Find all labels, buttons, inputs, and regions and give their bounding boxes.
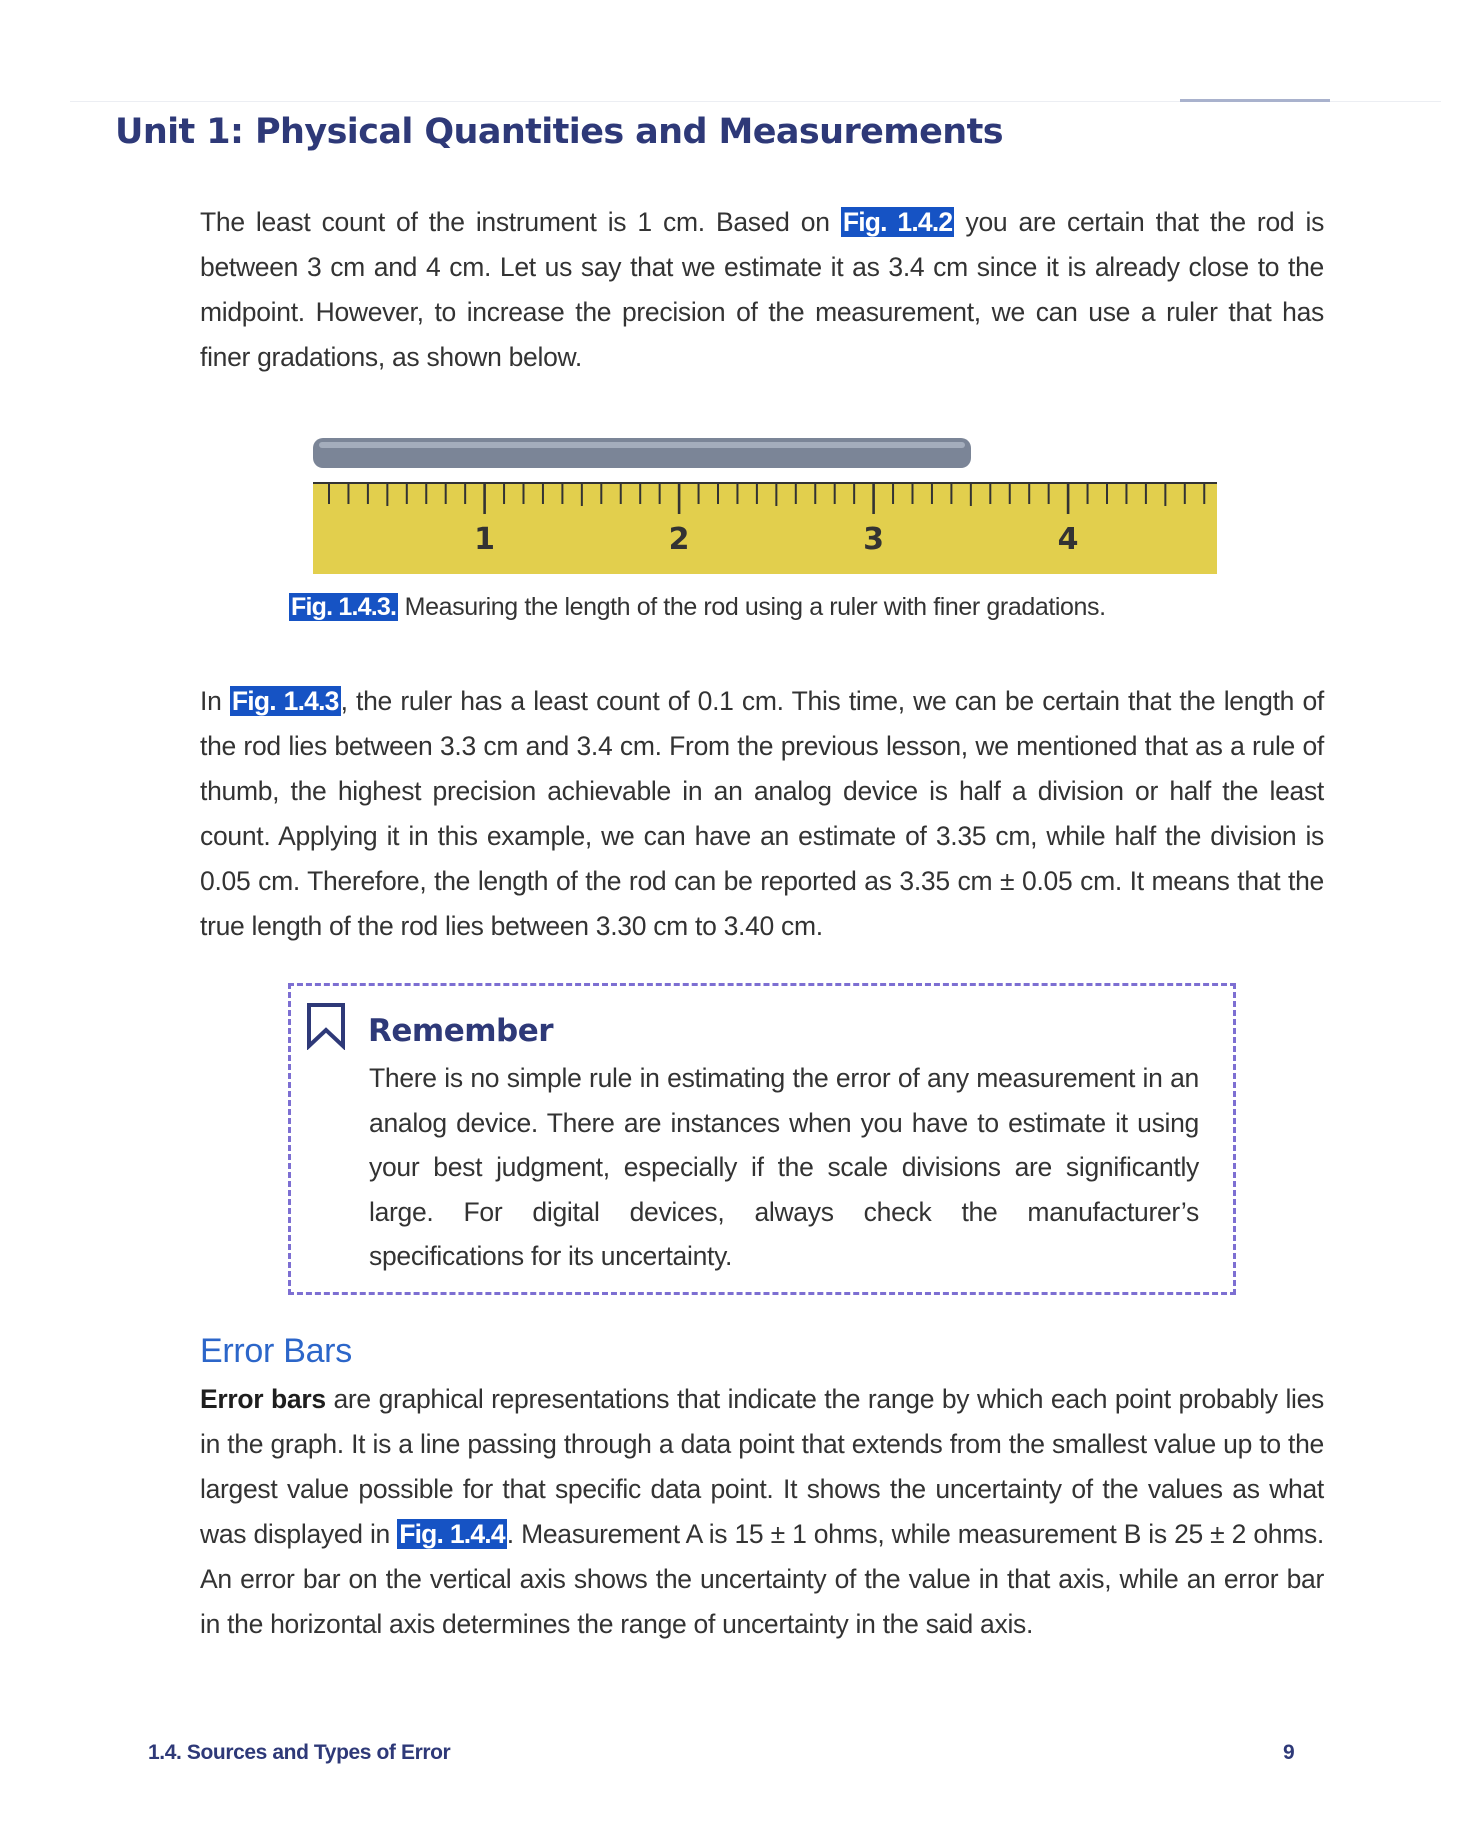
paragraph-least-count xyxy=(200,200,1324,380)
remember-title: Remember xyxy=(368,1013,554,1049)
paragraph-error-bars xyxy=(200,1377,1324,1647)
ruler-label: 1 xyxy=(474,522,496,557)
caption-text: Measuring the length of the rod using a ruler with finer gradations. xyxy=(398,593,1106,621)
caption-figure-label: Fig. 1.4.3. xyxy=(291,593,397,621)
term-error-bars: Error bars xyxy=(200,1384,326,1414)
ruler-body xyxy=(313,482,1217,574)
bookmark-icon xyxy=(305,1002,349,1050)
header-tab-mark xyxy=(1180,99,1330,102)
figure-caption xyxy=(289,593,1106,622)
ruler-label: 3 xyxy=(863,522,885,557)
section-heading-error-bars: Error Bars xyxy=(200,1332,352,1370)
paragraph-finer-ruler xyxy=(200,679,1324,949)
paragraph-text: are graphical representations that indicate the range by which each point probably lies in the graph. It is a line passing through a data point that extends from the smallest value up to the largest value possible for that specific data point. It shows the uncertainty of the values as what was displayed in xyxy=(200,1384,1325,1549)
remember-text: There is no simple rule in estimating the error of any measurement in an analog device. There are instances when you have to estimate it using your best judgment, especially if the scale divisions are significantly large. For digital devices, always check the manufacturer’s specifications for its uncertainty. xyxy=(369,1063,1199,1271)
footer-section-title: 1.4. Sources and Types of Error xyxy=(148,1741,451,1764)
paragraph-text: In xyxy=(200,686,230,716)
figure-reference-link[interactable]: Fig. 1.4.2 xyxy=(842,207,953,237)
ruler-figure xyxy=(313,438,1218,578)
ruler-label: 2 xyxy=(668,522,690,557)
paragraph-text: . Measurement A is 15 ± 1 ohms, while measurement B is 25 ± 2 ohms. An error bar on the vertical axis shows the uncertainty of the value in that axis, while an error bar in the horizontal axis determines the range of uncertainty in the said axis. xyxy=(200,1519,1324,1639)
figure-reference-link[interactable]: Fig. 1.4.4 xyxy=(399,1519,505,1549)
figure-reference-link[interactable]: Fig. 1.4.3 xyxy=(231,686,339,716)
paragraph-text: The least count of the instrument is 1 cm. Based on xyxy=(200,207,841,237)
page-number: 9 xyxy=(1283,1741,1295,1764)
rod-highlight xyxy=(319,442,965,448)
ruler-label: 4 xyxy=(1057,522,1079,557)
paragraph-text: , the ruler has a least count of 0.1 cm. This time, we can be certain that the length of the rod lies between 3.3 cm and 3.4 cm. From the previous lesson, we mentioned that as a rule of thumb, the highest precision achievable in an analog device is half a division or half the least count. Applying it in this example, we can have an estimate of 3.35 cm, while half the division is 0.05 cm. Therefore, the length of the rod can be reported as 3.35 cm ± 0.05 cm. It means that the true length of the rod lies between 3.30 cm to 3.40 cm. xyxy=(200,686,1324,941)
unit-title: Unit 1: Physical Quantities and Measurements xyxy=(115,112,1003,152)
remember-callout xyxy=(288,983,1236,1295)
paragraph-text: you are certain that the rod is between 3 cm and 4 cm. Let us say that we estimate it as 3.4 cm since it is already close to the midpoint. However, to increase the precision of the measurement, we can use a ruler that has finer gradations, as shown below. xyxy=(200,207,1325,372)
